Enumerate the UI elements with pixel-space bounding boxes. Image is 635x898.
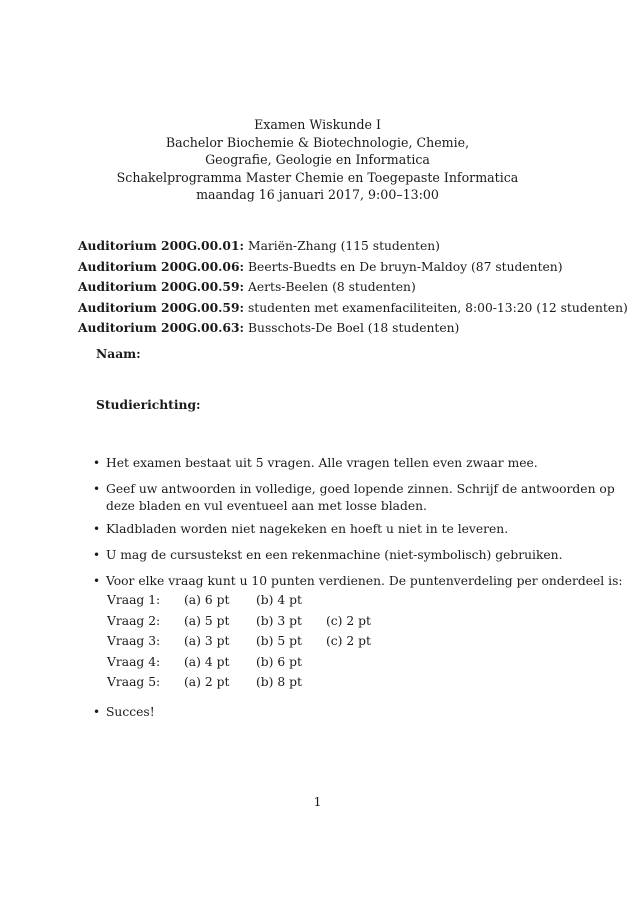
room-students: Beerts-Buedts en De bruyn-Maldoy (87 studenten) xyxy=(248,259,563,274)
part-points: (a) 5 pt xyxy=(184,613,230,628)
room-students: Aerts-Beelen (8 studenten) xyxy=(248,280,416,295)
room-row xyxy=(78,236,628,257)
room-students: studenten met examenfaciliteiten, 8:00-13:20 (12 studenten) xyxy=(248,300,628,315)
instruction-text xyxy=(106,573,623,590)
name-field-label: Naam: xyxy=(96,346,141,361)
question-label: Vraag 5: xyxy=(107,675,161,689)
part-points: (c) 2 pt xyxy=(326,634,371,648)
bullet-icon: • xyxy=(93,482,101,496)
bullet-icon: • xyxy=(93,705,101,719)
room-name: Auditorium 200G.00.63: xyxy=(78,320,245,336)
instruction-text xyxy=(106,521,554,538)
room-name: Auditorium 200G.00.59: xyxy=(78,279,245,295)
part-points: (a) 2 pt xyxy=(184,675,230,689)
instruction-text xyxy=(106,704,554,721)
bullet-icon: • xyxy=(93,456,101,470)
page-number: 1 xyxy=(313,795,322,809)
bullet-icon: • xyxy=(93,574,101,588)
part-points: (b) 3 pt xyxy=(256,613,302,628)
room-name: Auditorium 200G.00.59: xyxy=(78,299,245,315)
instruction-line: U mag de cursustekst en een rekenmachine (niet-symbolisch) gebruiken. xyxy=(106,548,563,562)
room-students: Mariën-Zhang (115 studenten) xyxy=(248,239,440,253)
instruction-text xyxy=(106,455,554,472)
part-points: (a) 4 pt xyxy=(184,654,230,669)
instruction-line: Het examen bestaat uit 5 vragen. Alle vragen tellen even zwaar mee. xyxy=(106,456,538,470)
part-points: (b) 8 pt xyxy=(256,675,302,689)
part-points: (b) 6 pt xyxy=(256,654,302,669)
part-points: (a) 6 pt xyxy=(184,593,230,607)
question-label: Vraag 1: xyxy=(107,593,161,607)
instruction-line: Voor elke vraag kunt u 10 punten verdienen. De puntenverdeling per onderdeel is: xyxy=(106,574,623,588)
program-line: Schakelprogramma Master Chemie en Toegepaste Informatica xyxy=(116,169,519,185)
room-assignment-list xyxy=(78,236,628,339)
room-name: Auditorium 200G.00.06: xyxy=(78,258,245,274)
question-label: Vraag 4: xyxy=(107,654,161,669)
program-line: Geografie, Geologie en Informatica xyxy=(205,152,430,168)
exam-title: Examen Wiskunde I xyxy=(254,117,381,132)
room-name: Auditorium 200G.00.01: xyxy=(78,238,245,253)
program-line: Bachelor Biochemie & Biotechnologie, Chemie, xyxy=(165,134,470,150)
part-points: (a) 3 pt xyxy=(184,634,230,648)
room-row xyxy=(78,318,628,339)
question-label: Vraag 2: xyxy=(107,613,161,628)
part-points: (b) 5 pt xyxy=(256,634,302,648)
part-points: (c) 2 pt xyxy=(326,613,371,628)
room-row xyxy=(78,298,628,319)
instruction-line: Geef uw antwoorden in volledige, goed lopende zinnen. Schrijf de antwoorden op xyxy=(106,482,615,496)
question-label: Vraag 3: xyxy=(107,634,161,648)
instruction-text xyxy=(106,547,563,564)
instruction-line: Succes! xyxy=(106,705,155,719)
room-row xyxy=(78,277,628,298)
instruction-line: Kladbladen worden niet nagekeken en hoeft u niet in te leveren. xyxy=(106,522,509,536)
room-row xyxy=(78,257,628,278)
part-points: (b) 4 pt xyxy=(256,593,302,607)
bullet-icon: • xyxy=(93,548,101,562)
instruction-line: deze bladen en vul eventueel aan met losse bladen. xyxy=(106,499,427,514)
instruction-text xyxy=(106,481,615,516)
bullet-icon: • xyxy=(93,522,101,536)
exam-date: maandag 16 januari 2017, 9:00–13:00 xyxy=(196,187,439,203)
study-program-field-label: Studierichting: xyxy=(96,397,201,412)
room-students: Busschots-De Boel (18 studenten) xyxy=(248,321,460,336)
exam-title-block xyxy=(0,116,635,204)
